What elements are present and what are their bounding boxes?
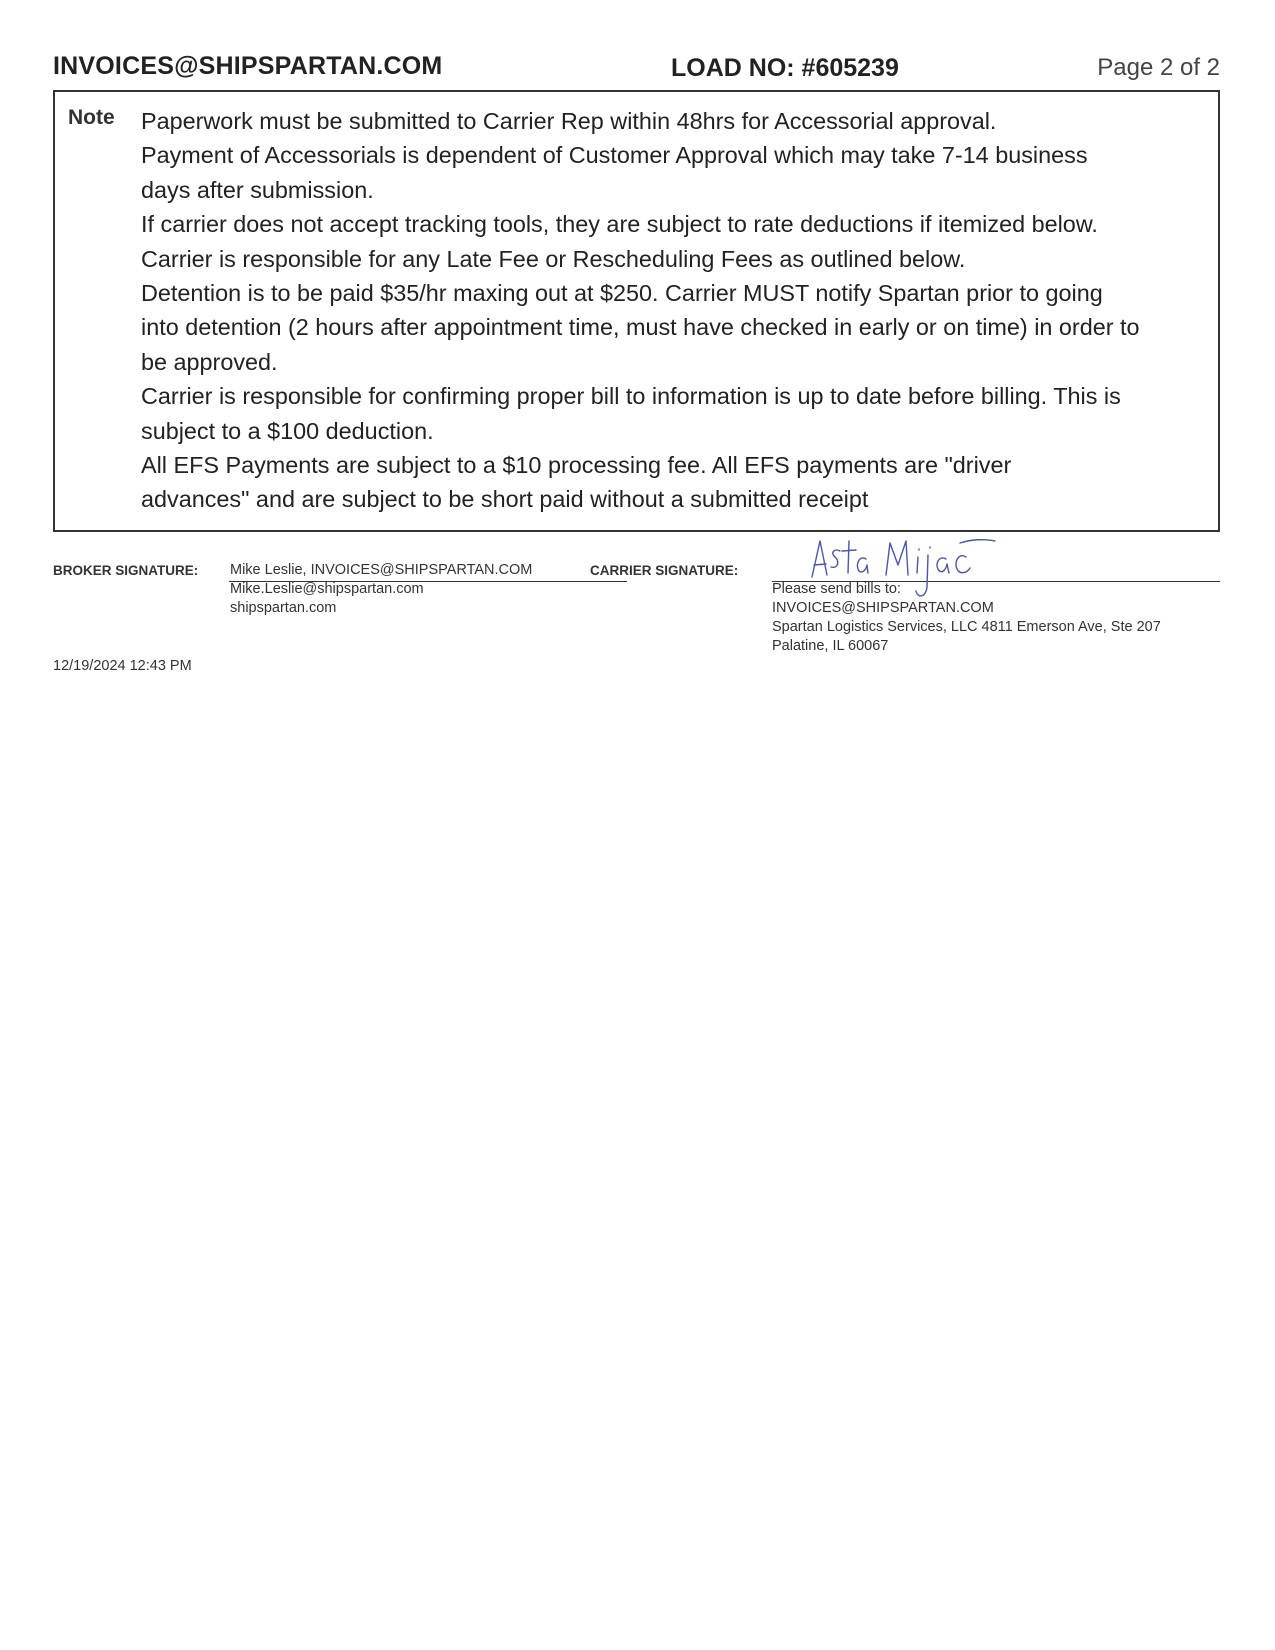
broker-email: Mike.Leslie@shipspartan.com bbox=[230, 581, 424, 597]
carrier-signature-label: CARRIER SIGNATURE: bbox=[590, 563, 739, 578]
signature-section bbox=[53, 560, 1220, 660]
note-text bbox=[141, 104, 1216, 517]
note-line: days after submission. bbox=[141, 176, 374, 203]
note-line: advances" and are subject to be short paid without a submitted receipt bbox=[141, 486, 869, 513]
bills-email: INVOICES@SHIPSPARTAN.COM bbox=[772, 600, 994, 616]
note-line: subject to a $100 deduction. bbox=[141, 417, 434, 444]
carrier-handwritten-signature bbox=[800, 535, 1000, 615]
broker-name: Mike Leslie, INVOICES@SHIPSPARTAN.COM bbox=[230, 562, 533, 578]
note-line: All EFS Payments are subject to a $10 processing fee. All EFS payments are "driver bbox=[141, 452, 1012, 479]
note-line: Paperwork must be submitted to Carrier Rep within 48hrs for Accessorial approval. bbox=[141, 108, 997, 134]
print-timestamp: 12/19/2024 12:43 PM bbox=[53, 658, 192, 674]
note-line: If carrier does not accept tracking tools, they are subject to rate deductions if itemized below. bbox=[141, 211, 1098, 238]
page-header bbox=[53, 50, 1220, 88]
note-line: Detention is to be paid $35/hr maxing out at $250. Carrier MUST notify Spartan prior to going bbox=[141, 280, 1103, 307]
note-box bbox=[53, 90, 1220, 532]
invoice-email-header: INVOICES@SHIPSPARTAN.COM bbox=[53, 52, 443, 80]
note-label: Note bbox=[68, 106, 115, 129]
bills-instruction: Please send bills to: bbox=[772, 581, 901, 597]
bills-company-address: Spartan Logistics Services, LLC 4811 Emerson Ave, Ste 207 bbox=[772, 619, 1161, 635]
note-line: be approved. bbox=[141, 348, 278, 375]
note-line: into detention (2 hours after appointment time, must have checked in early or on time) in order to bbox=[141, 314, 1140, 341]
note-line: Payment of Accessorials is dependent of Customer Approval which may take 7-14 business bbox=[141, 142, 1088, 169]
note-line: Carrier is responsible for any Late Fee or Rescheduling Fees as outlined below. bbox=[141, 245, 966, 272]
page-number: Page 2 of 2 bbox=[1097, 54, 1220, 81]
broker-signature-label: BROKER SIGNATURE: bbox=[53, 563, 199, 578]
note-line: Carrier is responsible for confirming proper bill to information is up to date before billing. This is bbox=[141, 383, 1121, 410]
broker-website: shipspartan.com bbox=[230, 600, 337, 616]
bills-city-state-zip: Palatine, IL 60067 bbox=[772, 638, 889, 654]
load-number: LOAD NO: #605239 bbox=[671, 54, 899, 82]
